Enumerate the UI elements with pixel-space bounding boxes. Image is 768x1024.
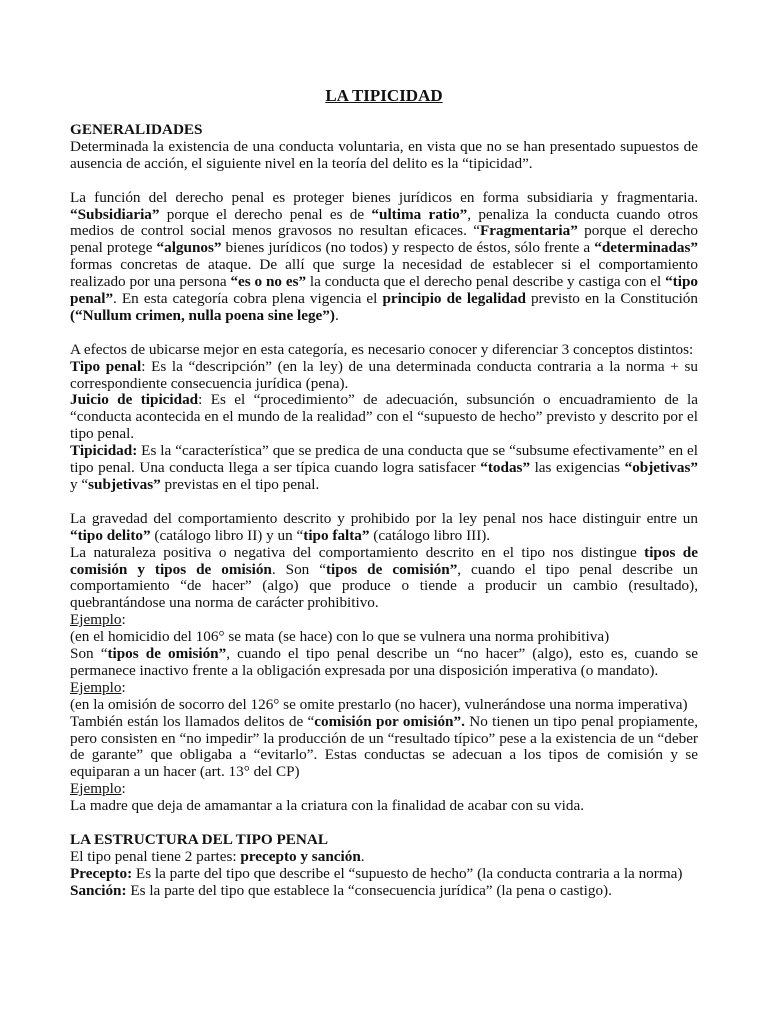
document-page bbox=[70, 86, 698, 900]
text-run: . bbox=[334, 306, 339, 324]
paragraph-gap bbox=[70, 325, 698, 342]
text-run: No tienen un tipo penal propiamente, pero consisten en “no impedir” la producción de un “resultado típico” pese a la existencia de un “deber de garante” que obligaba a “evitarlo”. Estas conductas se adecuan a los tipos de comisión y se equiparan a un hacer (art. 13° del CP) bbox=[70, 712, 698, 781]
text-run: La naturaleza positiva o negativa del comportamiento descrito en el tipo nos distingue bbox=[70, 543, 645, 561]
text-run: la conducta que el derecho penal describe y castiga con el bbox=[306, 273, 666, 291]
example-label: Ejemplo bbox=[70, 611, 122, 629]
paragraph-gravedad bbox=[70, 511, 698, 545]
text-run: las exigencias bbox=[530, 459, 625, 477]
definition-sancion bbox=[70, 883, 698, 900]
text-run: (catálogo libro III). bbox=[369, 526, 491, 544]
text-run: Son “ bbox=[70, 645, 108, 663]
bold-run: “algunos” bbox=[156, 239, 222, 257]
example-label: Ejemplo bbox=[70, 678, 122, 696]
text-run: . Son “ bbox=[271, 560, 326, 578]
text-run: previstas en el tipo penal. bbox=[160, 476, 320, 493]
example-label: Ejemplo bbox=[70, 780, 122, 798]
text-run: bienes jurídicos (no todos) y respecto de éstos, sólo frente a bbox=[221, 239, 595, 257]
paragraph-omision bbox=[70, 646, 698, 680]
bold-run: tipos de comisión y tipos de omisión bbox=[70, 543, 698, 578]
bold-run: tipo falta” bbox=[303, 526, 370, 544]
paragraph-gap bbox=[70, 815, 698, 832]
definition-precepto bbox=[70, 866, 698, 883]
section-heading-generalidades: GENERALIDADES bbox=[70, 121, 203, 138]
bold-run: “tipo delito” bbox=[70, 526, 151, 544]
text-run: y “ bbox=[70, 476, 89, 493]
section-heading-estructura: LA ESTRUCTURA DEL TIPO PENAL bbox=[70, 831, 328, 848]
definition-term: Tipo penal bbox=[70, 357, 142, 375]
definition-text: : Es la “descripción” (en la ley) de una determinada conducta contraria a la norma + su correspondiente consecuencia jurídica (pena). bbox=[70, 357, 698, 392]
paragraph-gap bbox=[70, 494, 698, 511]
definition-text: Es la parte del tipo que establece la “consecuencia jurídica” (la pena o castigo). bbox=[126, 881, 612, 899]
definition-term: Juicio de tipicidad bbox=[70, 391, 199, 409]
example-text-3: La madre que deja de amamantar a la criatura con la finalidad de acabar con su vida. bbox=[70, 797, 585, 815]
example-text-2: (en la omisión de socorro del 126° se omite prestarlo (no hacer), vulnerándose una norma imperativa) bbox=[70, 695, 688, 713]
text-run: La función del derecho penal es proteger bienes jurídicos en forma subsidiaria y fragmentaria. bbox=[70, 188, 698, 206]
example-label-2 bbox=[70, 680, 698, 697]
paragraph-comision-por-omision bbox=[70, 714, 698, 782]
bold-run: “determinadas” bbox=[594, 239, 698, 257]
bold-run: “Subsidiaria” bbox=[70, 205, 160, 223]
bold-run: “es o no es” bbox=[230, 273, 307, 291]
bold-run: precepto y sanción bbox=[240, 847, 361, 865]
text-run: La gravedad del comportamiento descrito y prohibido por la ley penal nos hace distinguir entre un bbox=[70, 509, 698, 527]
paragraph-generalidades: Determinada la existencia de una conducta voluntaria, en vista que no se han presentado supuestos de ausencia de acción, el siguiente nivel en la teoría del delito es la “tipicidad”. bbox=[70, 137, 698, 172]
text-run: Es la “característica” que se predica de una conducta que se “subsume efectivamente” en el tipo penal. Una conducta llega a ser típica cuando logra satisfacer bbox=[70, 442, 698, 477]
definition-text: : Es el “procedimiento” de adecuación, subsunción o encuadramiento de la “conducta acontecida en el mundo de la realidad” con el “supuesto de hecho” previsto y descrito por el tipo penal. bbox=[70, 391, 698, 443]
example-text-1: (en el homicidio del 106° se mata (se hace) con lo que se vulnera una norma prohibitiva) bbox=[70, 628, 610, 646]
bold-run: “ultima ratio” bbox=[371, 205, 468, 223]
definition-term: Sanción: bbox=[70, 881, 127, 899]
definition-text: Es la parte del tipo que describe el “supuesto de hecho” (la conducta contraria a la norma) bbox=[132, 864, 683, 882]
example-colon: : bbox=[121, 611, 126, 629]
text-run: El tipo penal tiene 2 partes: bbox=[70, 847, 241, 865]
paragraph-conceptos-intro: A efectos de ubicarse mejor en esta categoría, es necesario conocer y diferenciar 3 conceptos distintos: bbox=[70, 340, 694, 358]
bold-run: “tipo penal” bbox=[70, 273, 698, 308]
document-title: LA TIPICIDAD bbox=[325, 86, 443, 105]
paragraph-funcion bbox=[70, 190, 698, 325]
text-run: porque el derecho penal protege bbox=[70, 222, 698, 257]
example-colon: : bbox=[121, 780, 126, 798]
example-label-3 bbox=[70, 781, 698, 798]
bold-run: “objetivas” bbox=[624, 459, 698, 477]
text-run: porque el derecho penal es de bbox=[159, 205, 372, 223]
example-colon: : bbox=[121, 678, 126, 696]
bold-run: Fragmentaria” bbox=[479, 222, 578, 240]
bold-run: “todas” bbox=[480, 459, 531, 477]
bold-run: subjetivas” bbox=[88, 476, 161, 493]
bold-run: (“Nullum crimen, nulla poena sine lege”) bbox=[70, 306, 335, 324]
text-run: (catálogo libro II) y un “ bbox=[150, 526, 304, 544]
example-label-1 bbox=[70, 612, 698, 629]
text-run: . bbox=[360, 847, 365, 865]
text-run: También están los llamados delitos de “ bbox=[70, 712, 315, 730]
paragraph-gap bbox=[70, 173, 698, 190]
definition-tipicidad bbox=[70, 443, 698, 494]
definition-juicio-tipicidad bbox=[70, 392, 698, 443]
text-run: , cuando el tipo penal describe un “no hacer” (algo), esto es, cuando se permanece inactivo frente a la obligación expresada por una disposición imperativa (o mandato). bbox=[70, 645, 698, 679]
text-run: , cuando el tipo penal describe un comportamiento “de hacer” (algo) que produce o tiende a producir un cambio (resultado), quebrantándose una norma de carácter prohibitivo. bbox=[70, 560, 698, 612]
text-run: , penaliza la conducta cuando otros medios de control social menos gravosos no resultan eficaces. “ bbox=[70, 205, 698, 240]
bold-run: principio de legalidad bbox=[382, 290, 526, 308]
text-run: previsto en la Constitución bbox=[525, 290, 698, 308]
text-run: . En esta categoría cobra plena vigencia el bbox=[113, 290, 383, 308]
bold-run: comisión por omisión”. bbox=[314, 712, 465, 730]
paragraph-estructura-intro bbox=[70, 849, 698, 866]
definition-tipo-penal bbox=[70, 359, 698, 393]
paragraph-naturaleza bbox=[70, 545, 698, 613]
bold-run: tipos de omisión” bbox=[107, 645, 227, 663]
text-run: formas concretas de ataque. De allí que surge la necesidad de establecer si el comportamiento realizado por una persona bbox=[70, 256, 698, 291]
definition-term: Precepto: bbox=[70, 864, 133, 882]
definition-term: Tipicidad: bbox=[70, 442, 138, 460]
bold-run: tipos de comisión” bbox=[325, 560, 458, 578]
